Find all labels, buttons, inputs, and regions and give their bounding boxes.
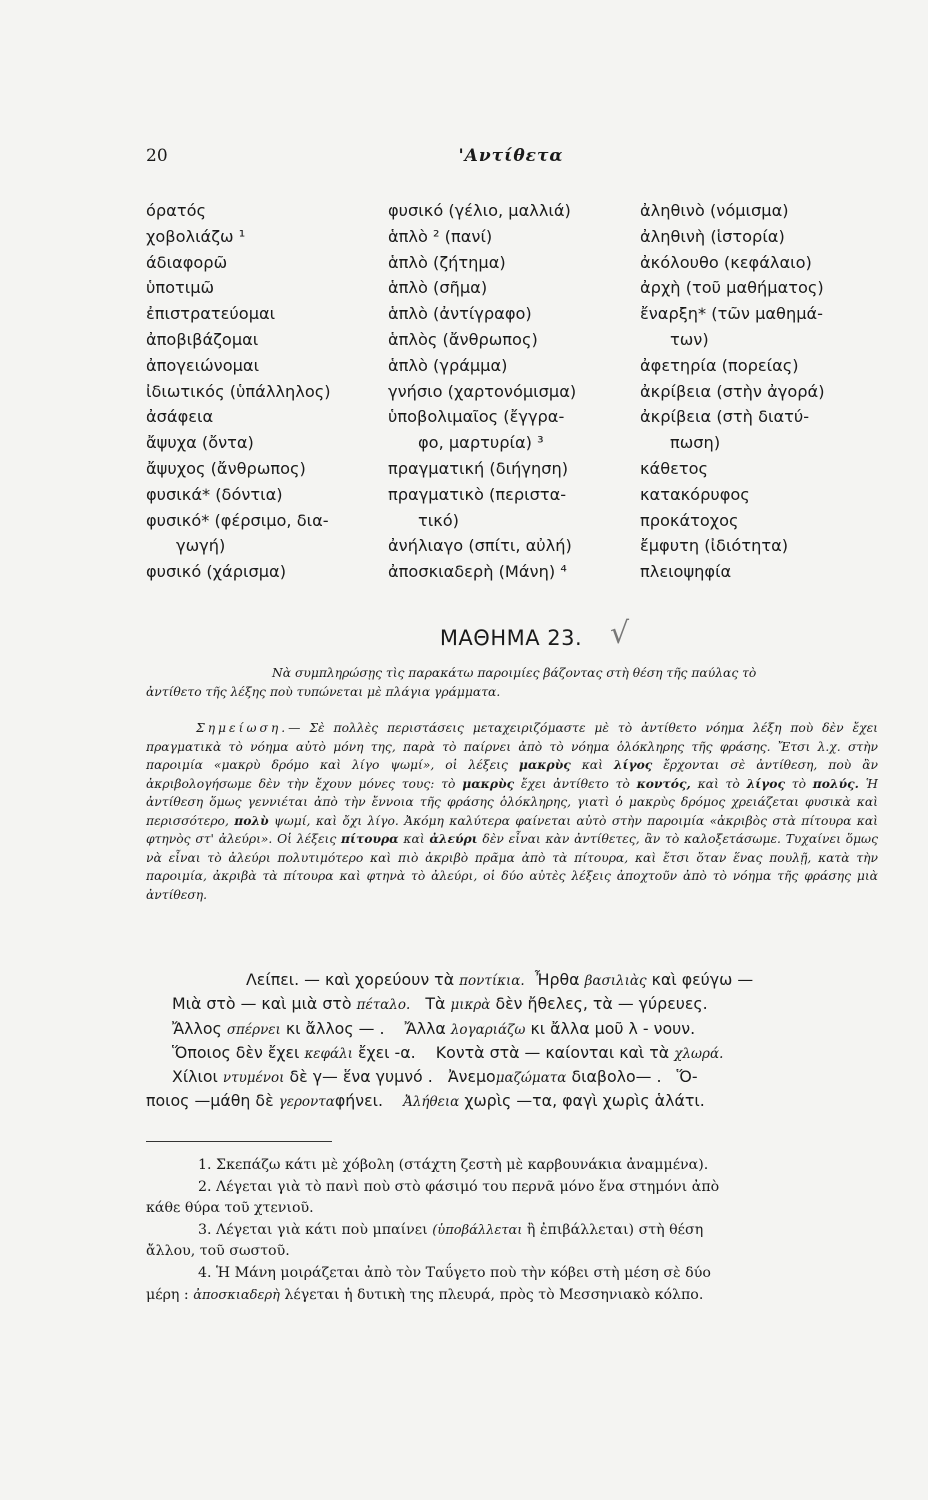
word-entry: τικό): [418, 510, 459, 530]
word-entry: ὑποτιμῶ: [146, 278, 215, 298]
proverb-text: χωρὶς —τα, φαγὶ χωρὶς ἁλάτι.: [464, 1091, 705, 1111]
proverb-line-1: [146, 968, 886, 992]
proverb-text: κι ἄλλα μοῦ λ - νουν.: [530, 1018, 696, 1038]
note-bold-word: μακρὺς: [518, 757, 571, 772]
word-entry: πλειοψηφία: [640, 562, 732, 582]
proverbs-exercise: [146, 968, 886, 1114]
note-bold-word: πολύς.: [812, 775, 859, 791]
proverb-text: ἔχει -α.: [357, 1042, 416, 1062]
word-entry: ἁπλὸ (σῆμα): [388, 278, 488, 298]
word-entry: ἔμφυτη (ἰδιότητα): [640, 536, 789, 556]
proverb-italic-word: πέταλο.: [356, 997, 411, 1014]
word-entry: φυσικό (γέλιο, μαλλιά): [388, 201, 571, 220]
footnote-4-cont: [146, 1285, 878, 1307]
instructions-line-1: Νὰ συμπληρώσῃς τὶς παρακάτω παροιμίες βάζοντας στὴ θέση τῆς παύλας τὸ: [272, 666, 757, 680]
proverb-italic-word: Ἀλήθεια: [403, 1094, 460, 1111]
antonym-column-1: [146, 198, 386, 585]
instructions: [146, 664, 878, 701]
running-title: 'Αντίθετα: [458, 146, 564, 166]
word-entry: φυσικά* (δόντια): [146, 484, 283, 504]
word-entry: πραγματικὸ (περιστα-: [388, 484, 567, 504]
proverb-italic-word: χλωρά.: [674, 1045, 724, 1062]
proverb-text: δὲ γ— ἕνα γυμνό .: [289, 1067, 433, 1087]
proverb-text: ποιος —μάθη δὲ: [146, 1091, 274, 1111]
word-entry: ἰδιωτικός (ὑπάλληλος): [146, 381, 331, 401]
note-text: δὲν εἶναι κὰν ἀντίθετες, ἂν τὸ καλοξετάσωμε. Τυχαίνει ὅμως νὰ εἶναι τὸ ἀλεύρι πολυτιμότερο καὶ πιὸ ἀκριβὸ πρᾶμα ἀπὸ τὰ πίτουρα, καὶ ἔτσι ὅταν ἕνας πουλῇ, κατὰ τὴν παροιμία, ἀκριβὰ τὰ πίτουρα καὶ φτηνὰ τὸ ἀλεύρι, οἱ δύο αὐτὲς λέξεις ἀποχτοῦν ἀπὸ τὸ νόημα τῆς φράσης μιὰ ἀντίθεση.: [146, 832, 878, 902]
word-entry: ἀληθινὸ (νόμισμα): [640, 201, 789, 220]
note-bold-word: πολὺ: [234, 812, 269, 828]
word-entry: φυσικό (χάρισμα): [146, 562, 287, 582]
proverb-line-2: [146, 992, 886, 1016]
word-entry: κάθετος: [640, 458, 709, 478]
note-bold-word: λίγος: [613, 757, 653, 772]
word-entry: κατακόρυφος: [640, 484, 750, 504]
word-entry: ἄψυχα (ὄντα): [146, 433, 254, 453]
word-entry: ἁπλὸ (ἀντίγραφο): [388, 304, 532, 324]
word-entry: προκάτοχος: [640, 510, 739, 530]
instructions-line-2: ἀντίθετο τῆς λέξης ποὺ τυπώνεται μὲ πλάγια γράμματα.: [146, 684, 501, 699]
word-entry: ἁπλὸ ² (πανί): [388, 226, 493, 246]
proverb-text: κι ἄλλος — .: [285, 1018, 385, 1038]
note-bold-word: μακρὺς: [462, 775, 515, 791]
note-paragraph: [146, 719, 878, 904]
word-entry: ἀκρίβεια (στὴν ἀγορά): [640, 381, 825, 401]
note-bold-word: κοντός,: [636, 775, 691, 791]
word-entry: φο, μαρτυρία) ³: [418, 433, 544, 453]
footnote-text: λέγεται ἡ δυτικὴ της πλευρά, πρὸς τὸ Μεσσηνιακὸ κόλπο.: [284, 1286, 704, 1303]
footnote-3: [146, 1220, 878, 1242]
note-label: Σημείωση.: [196, 721, 289, 735]
word-entry: γνήσιο (χαρτονόμισμα): [388, 381, 577, 401]
proverb-text: Ὅ-: [676, 1067, 698, 1087]
proverb-text: Λείπει. — καὶ χορεύουν τὰ: [246, 970, 455, 989]
word-entry: ἀνήλιαγο (σπίτι, αὐλή): [388, 536, 572, 556]
proverb-text: Ἄλλος: [172, 1018, 222, 1038]
footnote-separator: [146, 1141, 332, 1142]
handwritten-check-mark: √: [610, 616, 630, 651]
proverb-text: καὶ φεύγω —: [651, 970, 754, 989]
proverb-text: φήνει.: [334, 1091, 384, 1111]
note-text: ἔρχονται σὲ ἀντίθεση, ποὺ ἂν ἀκριβολογήσωμε δὲν τὴν ἔχουν μόνες τους: τὸ: [146, 758, 878, 791]
proverb-italic-word: κεφάλι: [304, 1045, 353, 1062]
proverb-italic-word: ντυμένοι: [222, 1070, 285, 1087]
footnote-text: ἢ ἐπιβάλλεται) στὴ θέση: [526, 1221, 704, 1238]
word-entry: ὑποβολιμαῖος (ἔγγρα-: [388, 407, 565, 427]
proverb-italic-word: γεροντα: [278, 1094, 335, 1111]
word-entry: χοβολιάζω ¹: [146, 226, 246, 246]
footnote-2: 2. Λέγεται γιὰ τὸ πανὶ ποὺ στὸ φάσιμό του περνᾶ μόνο ἕνα στημόνι ἀπὸ: [198, 1178, 720, 1195]
proverb-line-4: [146, 1041, 886, 1065]
word-entry: ἄψυχος (ἄνθρωπος): [146, 458, 306, 478]
word-entry: γωγή): [176, 536, 226, 556]
note-text: Ἡ ἀντίθεση ὅμως γεννιέται ἀπὸ τὴν ἔννοια τῆς φράσης ὁλόκληρης, γιατὶ ὁ μακρὺς δρόμος χρειάζεται φυσικὰ καὶ περισσότερο,: [146, 776, 878, 828]
lesson-title: ΜΑΘΗΜΑ 23.: [439, 626, 583, 650]
proverb-line-3: [146, 1017, 886, 1041]
note-text: — Σὲ πολλὲς περιστάσεις μεταχειριζόμαστε μὲ τὸ ἀντίθετο νόημα λέξη ποὺ δὲν ἔχει πραγματικὰ τὸ νόημα αὐτὸ μόνη της, παρὰ τὸ παίρνει ἀπὸ τὸ νόημα ὁλόκληρης τῆς φράσης. Ἔτσι λ.χ. στὴν παροιμία «μακρὺ δρόμο καὶ λίγο ψωμί», οἱ λέξεις: [146, 721, 878, 772]
footnotes: [146, 1155, 878, 1306]
footnote-italic: (ὑποβάλλεται: [432, 1222, 523, 1238]
footnote-italic: ἀποσκιαδερὴ: [193, 1287, 280, 1303]
page-number: 20: [146, 146, 168, 166]
note-text: καὶ: [403, 832, 425, 846]
note-text: καὶ: [581, 758, 603, 772]
footnote-4: 4. Ἡ Μάνη μοιράζεται ἀπὸ τὸν Ταΰγετο ποὺ τὴν κόβει στὴ μέση σὲ δύο: [198, 1264, 711, 1281]
proverb-italic-word: βασιλιὰς: [584, 973, 647, 989]
proverb-text: Χίλιοι: [172, 1067, 218, 1087]
footnote-text: μέρη :: [146, 1286, 189, 1303]
word-entry: όρατός: [146, 201, 206, 220]
word-entry: πωση): [670, 433, 721, 453]
proverb-text: Ἀνεμο: [447, 1067, 496, 1087]
antonym-column-3: [640, 198, 890, 585]
footnote-1: 1. Σκεπάζω κάτι μὲ χόβολη (στάχτη ζεστὴ μὲ καρβουνάκια ἀναμμένα).: [198, 1157, 709, 1173]
note-bold-word: λίγος: [746, 775, 785, 791]
proverb-italic-word: σπέρνει: [226, 1021, 281, 1038]
proverb-italic-word: μικρὰ: [450, 997, 491, 1014]
footnote-text: 3. Λέγεται γιὰ κάτι ποὺ μπαίνει: [198, 1221, 428, 1238]
word-entry: ἁπλὸς (ἄνθρωπος): [388, 329, 538, 349]
word-entry: ἁπλὸ (γράμμα): [388, 355, 508, 375]
word-entry: ἔναρξη* (τῶν μαθημά-: [640, 304, 824, 324]
proverb-text: Ὅποιος δὲν ἔχει: [172, 1042, 300, 1062]
word-entry: ἀκόλουθο (κεφάλαιο): [640, 252, 812, 272]
word-entry: άδιαφορῶ: [146, 252, 228, 272]
note-text: καὶ τὸ: [697, 776, 740, 791]
footnote-2-cont: κάθε θύρα τοῦ χτενιοῦ.: [146, 1200, 314, 1217]
proverb-text: Μιὰ στὸ — καὶ μιὰ στὸ: [172, 994, 352, 1014]
antonym-column-2: [388, 198, 640, 585]
word-entry: των): [670, 329, 709, 349]
note-bold-word: ἀλεύρι: [429, 831, 478, 846]
word-entry: ἀσάφεια: [146, 407, 214, 427]
footnote-3-cont: ἄλλου, τοῦ σωστοῦ.: [146, 1243, 290, 1260]
word-entry: ἀρχὴ (τοῦ μαθήματος): [640, 278, 824, 298]
word-entry: φυσικό* (φέρσιμο, δια-: [146, 510, 329, 530]
word-entry: ἀκρίβεια (στὴ διατύ-: [640, 407, 810, 427]
proverb-text: δὲν ἤθελες, τὰ — γύρευες.: [495, 994, 708, 1014]
word-entry: ἀποβιβάζομαι: [146, 329, 259, 349]
proverb-italic-word: μαζώματα: [495, 1070, 567, 1087]
note-text: ἔχει ἀντίθετο τὸ: [520, 776, 630, 791]
proverb-text: Τὰ: [425, 994, 446, 1014]
word-entry: ἁπλὸ (ζήτημα): [388, 252, 506, 272]
proverb-line-5: [146, 1065, 886, 1089]
note-text: τὸ: [791, 776, 806, 791]
page-header: [146, 146, 876, 172]
proverb-line-6: [146, 1089, 886, 1113]
word-entry: ἀποσκιαδερὴ (Μάνη) ⁴: [388, 562, 567, 582]
proverb-text: Κοντὰ στὰ — καίονται καὶ τὰ: [435, 1042, 670, 1062]
word-entry: ἀφετηρία (πορείας): [640, 355, 799, 375]
word-entry: ἀπογειώνομαι: [146, 355, 260, 375]
word-entry: πραγματική (διήγηση): [388, 458, 569, 478]
proverb-italic-word: λογαριάζω: [450, 1021, 526, 1038]
note-bold-word: πίτουρα: [341, 831, 399, 846]
proverb-text: Ἦρθα: [534, 970, 580, 989]
proverb-text: διαβολο— .: [571, 1067, 662, 1087]
note-text: ψωμί, καὶ ὄχι λίγο. Ἀκόμη καλύτερα φαίνεται αὐτὸ στὴν παροιμία «ἀκριβὸς στὰ πίτουρα καὶ φτηνὸς στ' ἀλεύρι». Οἱ λέξεις: [146, 813, 878, 846]
proverb-italic-word: ποντίκια.: [459, 973, 525, 989]
word-entry: ἐπιστρατεύομαι: [146, 304, 276, 324]
proverb-text: Ἄλλα: [404, 1018, 446, 1038]
word-entry: ἀληθινὴ (ἱστορία): [640, 226, 785, 246]
